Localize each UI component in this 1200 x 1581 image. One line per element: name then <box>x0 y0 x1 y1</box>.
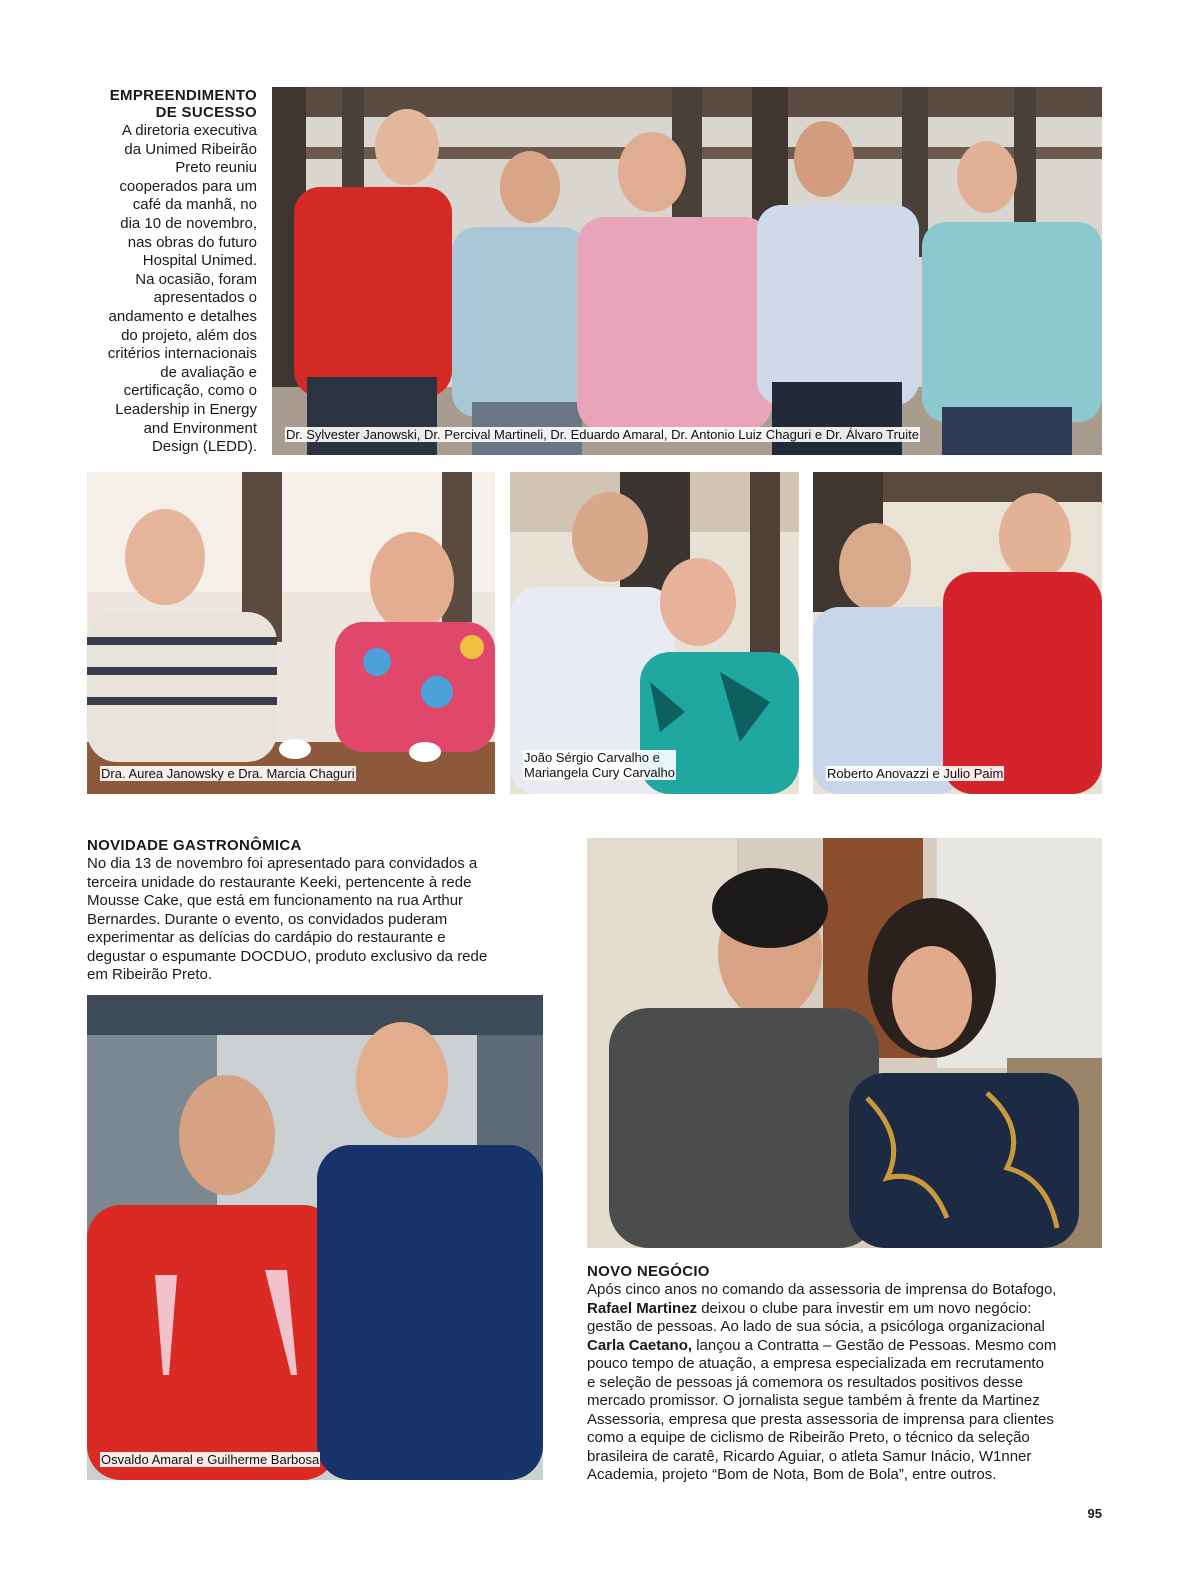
section-novidade-gastronomica <box>87 837 547 985</box>
photo-roberto-julio <box>813 472 1102 794</box>
photo-rafael-carla <box>587 838 1102 1248</box>
text-span: deixou o clube para investir em um novo negócio: <box>697 1299 1032 1317</box>
text-line: degustar o espumante DOCDUO, produto exclusivo da rede <box>87 947 488 965</box>
text-line <box>587 1300 1107 1319</box>
text-line: certificação, como o <box>123 382 257 400</box>
caption-directors: Dr. Sylvester Janowski, Dr. Percival Martineli, Dr. Eduardo Amaral, Dr. Antonio Luiz Chaguri e Dr. Álvaro Truite <box>286 427 919 442</box>
text-line: pouco tempo de atuação, a empresa especializada em recrutamento <box>587 1355 1044 1372</box>
text-line: A diretoria executiva <box>121 122 257 139</box>
text-line: Mousse Cake, que está em funcionamento na rua Arthur <box>87 892 464 909</box>
photo-directors-group <box>272 87 1102 455</box>
caption-joao-line1: João Sérgio Carvalho e <box>524 750 660 765</box>
caption-joao-mariangela <box>523 750 676 780</box>
text-line: dia 10 de novembro, <box>120 214 257 232</box>
text-line: de avaliação e <box>160 363 257 381</box>
text-line: experimentar as delícias do cardápio do restaurante e <box>87 929 446 946</box>
text-line: como a equipe de ciclismo de Ribeirão Preto, o técnico da seleção <box>587 1429 1030 1446</box>
text-line: Leadership in Energy <box>115 400 257 418</box>
text-line: e seleção de pessoas já comemora os resultados positivos desse <box>587 1373 1024 1391</box>
text-line: Academia, projeto “Bom de Nota, Bom de Bola”, entre outros. <box>587 1466 997 1483</box>
text-line: gestão de pessoas. Ao lado de sua sócia, a psicóloga organizacional <box>587 1318 1045 1335</box>
text-line: Após cinco anos no comando da assessoria de imprensa do Botafogo, <box>587 1281 1057 1298</box>
text-line: da Unimed Ribeirão <box>124 140 257 158</box>
text-line: mercado promissor. O jornalista segue também à frente da Martinez <box>587 1392 1040 1409</box>
text-line: terceira unidade do restaurante Keeki, pertencente à rede <box>87 873 472 891</box>
text-line: critérios internacionais <box>107 345 257 363</box>
text-line: do projeto, além dos <box>121 326 257 344</box>
text-line: nas obras do futuro <box>127 233 257 251</box>
section-novo-negocio <box>587 1263 1107 1485</box>
paragraph-novo-negocio <box>587 1281 1107 1485</box>
caption-osvaldo-guilherme: Osvaldo Amaral e Guilherme Barbosa <box>101 1452 320 1467</box>
text-line: and Environment <box>143 419 257 437</box>
caption-roberto-julio: Roberto Anovazzi e Julio Paim <box>827 766 1004 781</box>
heading-novo-negocio: NOVO NEGÓCIO <box>587 1263 710 1280</box>
heading-empreendimento-line2: DE SUCESSO <box>155 104 257 121</box>
text-line <box>587 1337 1107 1356</box>
paragraph-empreendimento <box>60 122 257 457</box>
caption-aurea-marcia: Dra. Aurea Janowsky e Dra. Marcia Chaguri <box>101 766 355 781</box>
text-line: cooperados para um <box>119 177 257 195</box>
text-line: em Ribeirão Preto. <box>87 966 213 983</box>
caption-joao-line2: Mariangela Cury Carvalho <box>524 765 676 780</box>
paragraph-novidade <box>87 855 547 985</box>
page-number: 95 <box>1087 1506 1102 1521</box>
text-line: Design (LEDD). <box>151 438 257 456</box>
text-line: Na ocasião, foram <box>135 270 257 288</box>
heading-novidade: NOVIDADE GASTRONÔMICA <box>87 837 302 854</box>
heading-empreendimento-line1: EMPREENDIMENTO <box>109 87 257 104</box>
text-span: lançou a Contratta – Gestão de Pessoas. Mesmo com <box>692 1336 1057 1354</box>
text-line: Preto reuniu <box>175 159 257 177</box>
photo-joao-mariangela <box>510 472 799 794</box>
text-line: Bernardes. Durante o evento, os convidados puderam <box>87 910 448 928</box>
text-line: andamento e detalhes <box>108 307 257 325</box>
text-line: No dia 13 de novembro foi apresentado para convidados a <box>87 855 478 872</box>
section-empreendimento <box>60 87 257 457</box>
photo-aurea-marcia <box>87 472 495 794</box>
text-line: Hospital Unimed. <box>142 252 257 270</box>
text-line: brasileira de caratê, Ricardo Aguiar, o atleta Samur Inácio, W1nner <box>587 1447 1032 1465</box>
text-line: apresentados o <box>153 289 257 307</box>
photo-osvaldo-guilherme <box>87 995 543 1480</box>
name-carla-caetano: Carla Caetano, <box>587 1336 693 1354</box>
name-rafael-martinez: Rafael Martinez <box>587 1299 698 1317</box>
text-line: café da manhã, no <box>132 196 257 214</box>
text-line: Assessoria, empresa que presta assessoria de imprensa para clientes <box>587 1410 1054 1428</box>
